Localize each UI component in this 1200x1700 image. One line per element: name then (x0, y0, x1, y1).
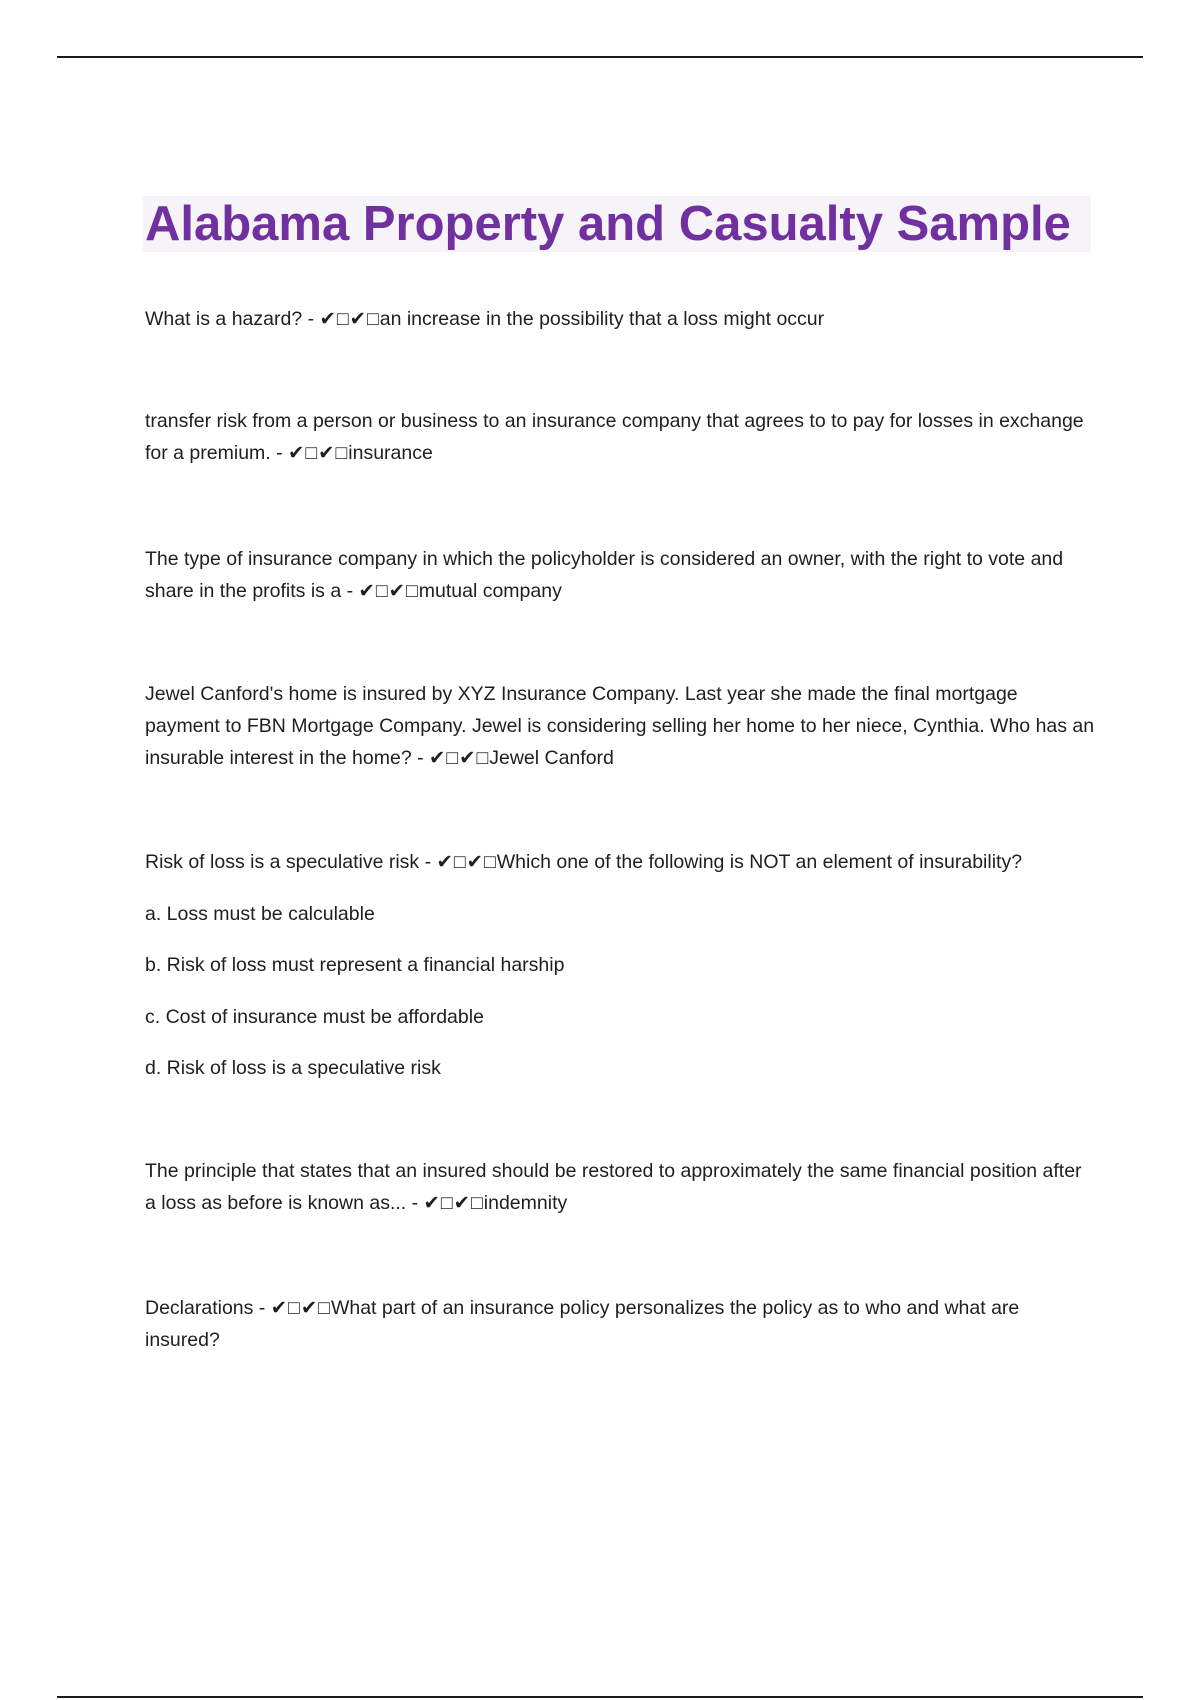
document-title: Alabama Property and Casualty Sample (145, 197, 1071, 251)
check-marker-icon: ✔□✔□ (436, 851, 497, 873)
qa-item-1 (145, 303, 1095, 335)
answer-text: Jewel Canford (489, 747, 614, 769)
question-text: The principle that states that an insured should be restored to approximately the same financial position after a loss as before is known as... - (145, 1160, 1082, 1214)
question-text: What is a hazard? - (145, 308, 320, 330)
option-c: c. Cost of insurance must be affordable (145, 1006, 484, 1028)
question-text: transfer risk from a person or business to an insurance company that agrees to to pay for losses in exchange for a premium. - (145, 410, 1084, 464)
answer-text: insurance (348, 442, 433, 464)
check-marker-icon: ✔□✔□ (288, 442, 349, 464)
question-text: Risk of loss is a speculative risk - (145, 851, 437, 873)
check-marker-icon: ✔□✔□ (270, 1297, 331, 1319)
option-b: b. Risk of loss must represent a financial harship (145, 954, 565, 976)
option-d: d. Risk of loss is a speculative risk (145, 1057, 441, 1079)
qa-item-6 (145, 1155, 1095, 1219)
option-a: a. Loss must be calculable (145, 903, 375, 925)
qa-item-7 (145, 1292, 1095, 1356)
answer-text: indemnity (483, 1192, 568, 1214)
answer-text: Which one of the following is NOT an element of insurability? (496, 851, 1023, 873)
question-text: Declarations - (145, 1297, 271, 1319)
bottom-rule (57, 1696, 1143, 1698)
check-marker-icon: ✔□✔□ (319, 308, 380, 330)
qa-item-2 (145, 405, 1095, 469)
question-text: Jewel Canford's home is insured by XYZ Insurance Company. Last year she made the final mortgage payment to FBN Mortgage Company. Jewel is considering selling her home to her niece, Cynthia. Who has an insurable interest in the home? - (145, 683, 1095, 769)
answer-text: What part of an insurance policy personalizes the policy as to who and what are insured? (145, 1297, 1020, 1351)
qa-item-5 (145, 846, 1095, 878)
question-text: The type of insurance company in which the policyholder is considered an owner, with the right to vote and share in the profits is a - (145, 548, 1064, 602)
check-marker-icon: ✔□✔□ (358, 580, 419, 602)
check-marker-icon: ✔□✔□ (429, 747, 490, 769)
top-rule (57, 56, 1143, 58)
answer-text: an increase in the possibility that a loss might occur (379, 308, 825, 330)
answer-text: mutual company (418, 580, 562, 602)
qa-item-3 (145, 543, 1095, 607)
check-marker-icon: ✔□✔□ (423, 1192, 484, 1214)
qa-item-4 (145, 678, 1095, 774)
